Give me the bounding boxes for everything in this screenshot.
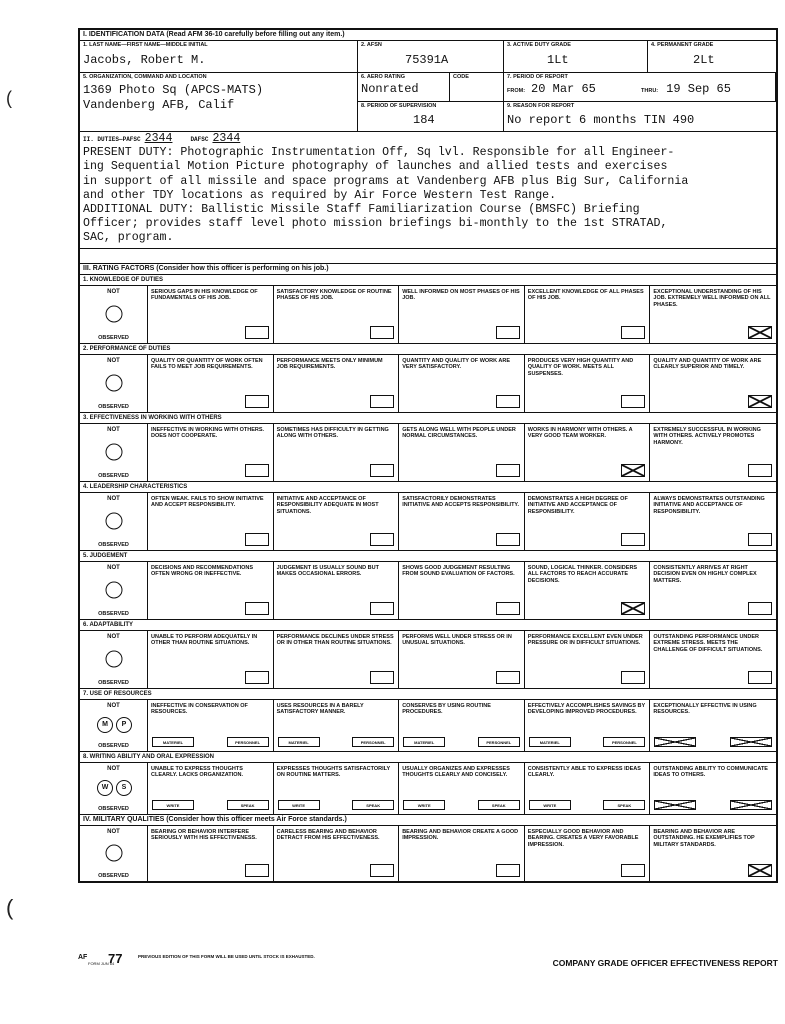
personnel-box[interactable]: PERSONNEL (478, 737, 520, 747)
factor-level-3 (399, 286, 525, 343)
factor-level-2 (274, 493, 400, 550)
factor-level-3 (399, 631, 525, 688)
rating-box[interactable] (621, 864, 645, 877)
not-label: NOT (107, 495, 120, 502)
rating-box[interactable] (496, 464, 520, 477)
not-observed-circle[interactable] (105, 306, 122, 323)
rating-box[interactable] (496, 395, 520, 408)
rating-box[interactable] (496, 602, 520, 615)
resources-level-5 (650, 700, 776, 751)
level-description: BEARING AND BEHAVIOR ARE OUTSTANDING. HE EXEMPLIFIES TOP MILITARY STANDARDS. (653, 828, 755, 849)
identification-row-1 (80, 41, 776, 73)
rating-box[interactable] (370, 326, 394, 339)
level-description: QUALITY AND QUANTITY OF WORK ARE CLEARLY SUPERIOR AND TIMELY. (653, 357, 762, 371)
rating-box[interactable] (245, 533, 269, 546)
level-description: EXCEPTIONALLY EFFECTIVE IN USING RESOURCES. (653, 702, 757, 716)
level-description: CONSISTENTLY ABLE TO EXPRESS IDEAS CLEARLY. (527, 765, 641, 779)
level-description: USUALLY ORGANIZES AND EXPRESSES THOUGHTS CLEARLY AND CONCISELY. (402, 765, 510, 779)
code-label: CODE (453, 74, 469, 80)
speak-box-marked[interactable] (730, 800, 772, 810)
rating-box[interactable] (370, 602, 394, 615)
factor-level-3 (399, 562, 525, 619)
military-qualities-header: IV. MILITARY QUALITIES (Consider how this officer meets Air Force standards.) (80, 815, 776, 826)
level-description: EXCELLENT KNOWLEDGE OF ALL PHASES OF HIS JOB. (527, 288, 644, 302)
materiel-box-marked[interactable] (654, 737, 696, 747)
dafsc-value: 2344 (212, 132, 241, 145)
duties-line: in support of all missile and space programs at Vandenberg AFB plus Big Sur, California (83, 174, 689, 188)
afsn-value: 75391A (405, 53, 449, 67)
organization-line-1: 1369 Photo Sq (APCS-MATS) (83, 83, 264, 97)
resources-level-1 (148, 700, 274, 751)
not-label: NOT (107, 702, 120, 709)
dafsc-label: DAFSC (190, 136, 209, 143)
military-level-1 (148, 826, 274, 881)
not-observed-cell (80, 826, 148, 881)
writing-level-3 (399, 763, 525, 814)
rating-box[interactable] (245, 464, 269, 477)
duties-line: SAC, program. (83, 231, 174, 245)
level-description: PRODUCES VERY HIGH QUANTITY AND QUALITY OF WORK. MEETS ALL SUSPENSES. (527, 357, 634, 378)
level-description: CARELESS BEARING AND BEHAVIOR DETRACT FROM HIS EFFECTIVENESS. (276, 828, 380, 842)
level-description: GETS ALONG WELL WITH PEOPLE UNDER NORMAL CIRCUMSTANCES. (402, 426, 516, 440)
materiel-box[interactable]: MATERIEL (403, 737, 445, 747)
factor-row (80, 424, 776, 482)
military-level-2 (274, 826, 400, 881)
personnel-box[interactable]: PERSONNEL (352, 737, 394, 747)
write-circle[interactable]: W (97, 780, 113, 796)
level-description: PERFORMANCE DECLINES UNDER STRESS OR IN OTHER THAN ROUTINE SITUATIONS. (276, 633, 394, 647)
materiel-circle[interactable]: M (97, 717, 113, 733)
write-box[interactable]: WRITE (152, 800, 194, 810)
factor-title: 6. ADAPTABILITY (80, 620, 776, 631)
military-level-4 (525, 826, 651, 881)
write-box[interactable]: WRITE (529, 800, 571, 810)
level-description: ESPECIALLY GOOD BEHAVIOR AND BEARING. CREATES A VERY FAVORABLE IMPRESSION. (527, 828, 639, 849)
thru-label: THRU: (641, 88, 659, 94)
identification-header: I. IDENTIFICATION DATA (Read AFM 36-10 carefully before filling out any item.) (80, 30, 776, 41)
rating-box[interactable] (245, 671, 269, 684)
duties-line: ADDITIONAL DUTY: Ballistic Missile Staff Familiarization Course (BMSFC) Briefing (83, 203, 640, 217)
rating-box-marked[interactable] (621, 602, 645, 615)
factor-level-1 (148, 286, 274, 343)
thru-value: 19 Sep 65 (666, 82, 731, 96)
name-label: 1. LAST NAME—FIRST NAME—MIDDLE INITIAL (83, 42, 208, 48)
supervision-label: 8. PERIOD OF SUPERVISION (361, 102, 437, 109)
supervision-value: 184 (413, 112, 435, 127)
rating-box[interactable] (748, 464, 772, 477)
form-number: 77 (108, 951, 123, 966)
duties-line: Officer; provides staff level photo mission briefings bi-monthly to the 1st STRATAD, (83, 217, 668, 231)
level-description: INEFFECTIVE IN WORKING WITH OTHERS. DOES NOT COOPERATE. (151, 426, 265, 440)
resources-row (80, 700, 776, 752)
not-observed-cell (80, 763, 148, 814)
factor-title: 1. KNOWLEDGE OF DUTIES (80, 275, 776, 286)
speak-box[interactable]: SPEAK (227, 800, 269, 810)
not-observed-cell (80, 355, 148, 412)
factor-level-4 (525, 286, 651, 343)
level-description: SATISFACTORY KNOWLEDGE OF ROUTINE PHASES OF HIS JOB. (276, 288, 392, 302)
rating-box[interactable] (370, 533, 394, 546)
personnel-box[interactable]: PERSONNEL (227, 737, 269, 747)
not-observed-cell (80, 424, 148, 481)
observed-label: OBSERVED (98, 610, 129, 617)
not-label: NOT (107, 633, 120, 640)
factor-title: 5. JUDGEMENT (80, 551, 776, 562)
not-observed-cell (80, 493, 148, 550)
observed-label: OBSERVED (98, 872, 129, 879)
writing-level-2 (274, 763, 400, 814)
factor-level-5 (650, 286, 776, 343)
reason-label: 9. REASON FOR REPORT (507, 102, 575, 109)
rating-box[interactable] (496, 864, 520, 877)
organization-line-2: Vandenberg AFB, Calif (83, 98, 235, 112)
level-description: EXPRESSES THOUGHTS SATISFACTORILY ON ROUTINE MATTERS. (276, 765, 391, 779)
active-grade-value: 1Lt (547, 53, 569, 67)
not-observed-circle[interactable] (105, 444, 122, 461)
military-level-3 (399, 826, 525, 881)
af-label: AF (78, 954, 88, 961)
not-label: NOT (107, 426, 120, 433)
level-description: PERFORMS WELL UNDER STRESS OR IN UNUSUAL SITUATIONS. (402, 633, 512, 647)
from-value: 20 Mar 65 (531, 82, 596, 96)
code-cell (450, 73, 504, 102)
rating-box-marked[interactable] (748, 395, 772, 408)
period-of-report-cell (504, 73, 776, 102)
level-description: QUANTITY AND QUALITY OF WORK ARE VERY SATISFACTORY. (402, 357, 511, 371)
level-description: SOMETIMES HAS DIFFICULTY IN GETTING ALONG WITH OTHERS. (276, 426, 389, 440)
speak-box[interactable]: SPEAK (603, 800, 645, 810)
reason-value: No report 6 months TIN 490 (507, 112, 695, 127)
factor-row (80, 355, 776, 413)
level-description: PERFORMANCE EXCELLENT EVEN UNDER PRESSURE OR IN DIFFICULT SITUATIONS. (527, 633, 643, 647)
factor-level-2 (274, 562, 400, 619)
factor-level-2 (274, 631, 400, 688)
level-description: DECISIONS AND RECOMMENDATIONS OFTEN WRONG OR INEFFECTIVE. (151, 564, 254, 578)
not-label: NOT (107, 828, 120, 835)
rating-box[interactable] (748, 533, 772, 546)
duties-label: II. DUTIES—PAFSC (83, 136, 141, 143)
level-description: INITIATIVE AND ACCEPTANCE OF RESPONSIBILITY ADEQUATE IN MOST SITUATIONS. (276, 495, 379, 516)
aero-rating-cell (358, 73, 450, 102)
level-description: OFTEN WEAK. FAILS TO SHOW INITIATIVE AND ACCEPT RESPONSIBILITY. (151, 495, 264, 509)
materiel-box[interactable]: MATERIEL (152, 737, 194, 747)
blank-duties-line (80, 249, 776, 264)
margin-mark: ( (6, 895, 14, 920)
not-label: NOT (107, 564, 120, 571)
factor-level-5 (650, 562, 776, 619)
factor-title: 2. PERFORMANCE OF DUTIES (80, 344, 776, 355)
level-description: QUALITY OR QUANTITY OF WORK OFTEN FAILS TO MEET JOB REQUIREMENTS. (151, 357, 263, 371)
level-description: BEARING AND BEHAVIOR CREATE A GOOD IMPRESSION. (402, 828, 519, 842)
factor-level-4 (525, 355, 651, 412)
not-label: NOT (107, 765, 120, 772)
writing-row (80, 763, 776, 815)
afsn-cell (358, 41, 504, 72)
permanent-grade-label: 4. PERMANENT GRADE (651, 42, 714, 48)
rating-box[interactable] (496, 671, 520, 684)
rating-box[interactable] (748, 602, 772, 615)
personnel-box[interactable]: PERSONNEL (603, 737, 645, 747)
rating-box[interactable] (370, 464, 394, 477)
afsn-label: 2. AFSN (361, 42, 382, 48)
aero-rating-value: Nonrated (361, 82, 419, 96)
factor-level-4 (525, 562, 651, 619)
factor-level-1 (148, 355, 274, 412)
writing-level-5 (650, 763, 776, 814)
resources-title: 7. USE OF RESOURCES (80, 689, 776, 700)
level-description: INEFFECTIVE IN CONSERVATION OF RESOURCES. (151, 702, 248, 716)
factor-row (80, 562, 776, 620)
factor-level-1 (148, 424, 274, 481)
factor-level-2 (274, 355, 400, 412)
level-description: USES RESOURCES IN A BARELY SATISFACTORY MANNER. (276, 702, 364, 716)
level-description: CONSERVES BY USING ROUTINE PROCEDURES. (402, 702, 491, 716)
level-description: SERIOUS GAPS IN HIS KNOWLEDGE OF FUNDAMENTALS OF HIS JOB. (151, 288, 258, 302)
factor-row (80, 631, 776, 689)
rating-box[interactable] (370, 864, 394, 877)
permanent-grade-value: 2Lt (693, 53, 715, 67)
observed-label: OBSERVED (98, 805, 129, 812)
factor-level-4 (525, 493, 651, 550)
level-description: UNABLE TO PERFORM ADEQUATELY IN OTHER THAN ROUTINE SITUATIONS. (151, 633, 258, 647)
rating-factors (80, 275, 776, 689)
factor-level-1 (148, 493, 274, 550)
factor-level-3 (399, 355, 525, 412)
factor-level-4 (525, 424, 651, 481)
rating-box[interactable] (621, 326, 645, 339)
rating-box[interactable] (245, 602, 269, 615)
not-observed-circle[interactable] (105, 845, 122, 862)
factor-level-3 (399, 493, 525, 550)
not-observed-cell (80, 700, 148, 751)
organization-cell (80, 73, 358, 131)
factor-row (80, 493, 776, 551)
level-description: SOUND, LOGICAL THINKER. CONSIDERS ALL FACTORS TO REACH ACCURATE DECISIONS. (527, 564, 638, 585)
rating-box[interactable] (621, 671, 645, 684)
not-observed-cell (80, 286, 148, 343)
write-box-marked[interactable] (654, 800, 696, 810)
organization-label: 5. ORGANIZATION, COMMAND AND LOCATION (83, 74, 207, 80)
materiel-box[interactable]: MATERIEL (529, 737, 571, 747)
name-value: Jacobs, Robert M. (83, 53, 206, 67)
rating-factors-header: III. RATING FACTORS (Consider how this officer is performing on his job.) (80, 264, 776, 275)
writing-level-4 (525, 763, 651, 814)
factor-level-5 (650, 424, 776, 481)
speak-box[interactable]: SPEAK (352, 800, 394, 810)
level-description: WELL INFORMED ON MOST PHASES OF HIS JOB. (402, 288, 520, 302)
resources-level-2 (274, 700, 400, 751)
personnel-box-marked[interactable] (730, 737, 772, 747)
observed-label: OBSERVED (98, 472, 129, 479)
report-title: COMPANY GRADE OFFICER EFFECTIVENESS REPORT (552, 958, 778, 968)
form-small-label: FORM JUN 64 (88, 961, 115, 966)
write-box[interactable]: WRITE (403, 800, 445, 810)
observed-label: OBSERVED (98, 742, 129, 749)
factor-level-3 (399, 424, 525, 481)
pafsc-value: 2344 (144, 132, 173, 145)
level-description: JUDGEMENT IS USUALLY SOUND BUT MAKES OCCASIONAL ERRORS. (276, 564, 379, 578)
not-label: NOT (107, 357, 120, 364)
writing-title: 8. WRITING ABILITY AND ORAL EXPRESSION (80, 752, 776, 763)
level-description: ALWAYS DEMONSTRATES OUTSTANDING INITIATIVE AND ACCEPTANCE OF RESPONSIBILITY. (653, 495, 765, 516)
level-description: UNABLE TO EXPRESS THOUGHTS CLEARLY. LACKS ORGANIZATION. (151, 765, 243, 779)
level-description: SHOWS GOOD JUDGEMENT RESULTING FROM SOUND EVALUATION OF FACTORS. (402, 564, 515, 578)
materiel-box[interactable]: MATERIEL (278, 737, 320, 747)
level-description: OUTSTANDING PERFORMANCE UNDER EXTREME STRESS. MEETS THE CHALLENGE OF DIFFICULT SITUATIONS. (653, 633, 763, 654)
factor-title: 3. EFFECTIVENESS IN WORKING WITH OTHERS (80, 413, 776, 424)
identification-row-2 (80, 73, 776, 132)
not-label: NOT (107, 288, 120, 295)
factor-level-5 (650, 355, 776, 412)
factor-level-4 (525, 631, 651, 688)
rating-box[interactable] (496, 326, 520, 339)
military-qualities-row (80, 826, 776, 881)
duties-afsc-row (83, 132, 773, 146)
name-cell (80, 41, 358, 72)
factor-level-1 (148, 562, 274, 619)
aero-rating-label: 6. AERO RATING (361, 74, 406, 80)
factor-level-1 (148, 631, 274, 688)
duties-line: ing Sequential Motion Picture photography of launches and allied tests and exercises (83, 160, 668, 174)
level-description: DEMONSTRATES A HIGH DEGREE OF INITIATIVE AND ACCEPTANCE OF RESPONSIBILITY. (527, 495, 628, 516)
rating-box[interactable] (621, 533, 645, 546)
rating-box-marked[interactable] (621, 464, 645, 477)
not-observed-circle[interactable] (105, 582, 122, 599)
level-description: EXTREMELY SUCCESSFUL IN WORKING WITH OTHERS. ACTIVELY PROMOTES HARMONY. (653, 426, 761, 447)
rating-box[interactable] (370, 395, 394, 408)
speak-circle[interactable]: S (116, 780, 132, 796)
form-footer (78, 951, 778, 974)
active-grade-cell (504, 41, 648, 72)
observed-label: OBSERVED (98, 679, 129, 686)
reason-cell (504, 102, 776, 132)
rating-box[interactable] (621, 395, 645, 408)
not-observed-circle[interactable] (105, 375, 122, 392)
previous-edition-note: PREVIOUS EDITION OF THIS FORM WILL BE USED UNTIL STOCK IS EXHAUSTED. (138, 954, 315, 959)
level-description: OUTSTANDING ABILITY TO COMMUNICATE IDEAS TO OTHERS. (653, 765, 768, 779)
rating-box-marked[interactable] (748, 864, 772, 877)
rating-box[interactable] (245, 326, 269, 339)
rating-box[interactable] (370, 671, 394, 684)
observed-label: OBSERVED (98, 403, 129, 410)
resources-level-3 (399, 700, 525, 751)
period-of-report-label: 7. PERIOD OF REPORT (507, 74, 568, 80)
duties-line: and other TDY locations as required by Air Force Western Test Range. (83, 188, 557, 202)
level-description: BEARING OR BEHAVIOR INTERFERE SERIOUSLY WITH HIS EFFECTIVENESS. (151, 828, 257, 842)
factor-level-5 (650, 631, 776, 688)
speak-box[interactable]: SPEAK (478, 800, 520, 810)
not-observed-circle[interactable] (105, 651, 122, 668)
factor-row (80, 286, 776, 344)
duties-line: PRESENT DUTY: Photographic Instrumentation Off, Sq lvl. Responsible for all Engineer- (83, 146, 675, 160)
not-observed-cell (80, 562, 148, 619)
level-description: PERFORMANCE MEETS ONLY MINIMUM JOB REQUIREMENTS. (276, 357, 383, 371)
resources-level-4 (525, 700, 651, 751)
factor-level-2 (274, 286, 400, 343)
level-description: EXCEPTIONAL UNDERSTANDING OF HIS JOB. EXTREMELY WELL INFORMED ON ALL PHASES. (653, 288, 771, 309)
rating-box-marked[interactable] (748, 326, 772, 339)
level-description: WORKS IN HARMONY WITH OTHERS. A VERY GOOD TEAM WORKER. (527, 426, 633, 440)
supervision-cell (358, 102, 504, 132)
level-description: CONSISTENTLY ARRIVES AT RIGHT DECISION EVEN ON HIGHLY COMPLEX MATTERS. (653, 564, 757, 585)
rating-box[interactable] (245, 864, 269, 877)
effectiveness-report-form (78, 28, 778, 883)
level-description: EFFECTIVELY ACCOMPLISHES SAVINGS BY DEVELOPING IMPROVED PROCEDURES. (527, 702, 646, 716)
personnel-circle[interactable]: P (116, 717, 132, 733)
writing-level-1 (148, 763, 274, 814)
from-label: FROM: (507, 88, 526, 94)
observed-label: OBSERVED (98, 334, 129, 341)
observed-label: OBSERVED (98, 541, 129, 548)
permanent-grade-cell (648, 41, 776, 72)
factor-level-2 (274, 424, 400, 481)
write-box[interactable]: WRITE (278, 800, 320, 810)
military-level-5 (650, 826, 776, 881)
factor-title: 4. LEADERSHIP CHARACTERISTICS (80, 482, 776, 493)
rating-box[interactable] (748, 671, 772, 684)
duties-section (80, 132, 776, 249)
active-grade-label: 3. ACTIVE DUTY GRADE (507, 42, 571, 48)
margin-mark: ( (6, 88, 12, 108)
level-description: SATISFACTORILY DEMONSTRATES INITIATIVE AND ACCEPTS RESPONSIBILITY. (402, 495, 520, 509)
rating-box[interactable] (245, 395, 269, 408)
not-observed-circle[interactable] (105, 513, 122, 530)
not-observed-cell (80, 631, 148, 688)
factor-level-5 (650, 493, 776, 550)
rating-box[interactable] (496, 533, 520, 546)
